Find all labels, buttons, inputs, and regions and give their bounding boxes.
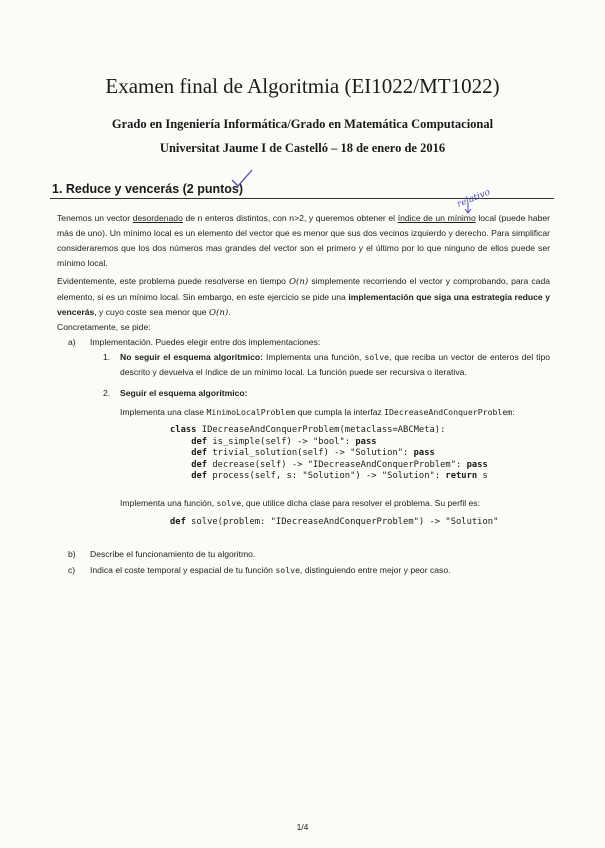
option-2-text: Seguir el esquema algorítmico: (120, 388, 248, 398)
interface-code-block: class IDecreaseAndConquerProblem(metaclass=ABCMeta): def is_simple(self) -> "bool": pass def trivial_solution(self) -> "Solution": pass def decrease(self) -> "IDecreaseAndConquerProblem": pass def process(self, s: "Solution") -> "Solution": return s (170, 425, 488, 481)
intro-paragraph-2: Evidentemente, este problema puede resolverse en tiempo O(n) simplemente recorriendo el vector y comprobando, para cada elemento, si es un mínimo local. Sin embargo, en este ejercicio se pide una implementación que siga una estrategia reduce y vencerás, y cuyo coste sea menor que O(n). (57, 276, 551, 318)
page-number: 1/4 (296, 822, 309, 832)
option-1-text: No seguir el esquema algorítmico: Implementa una función, solve, que reciba un vector de enteros del tipo descrito y devuelva el índice de un mínimo local. La función puede ser recursiva o iterativa. (120, 352, 550, 377)
class-instruction: Implementa una clase MinimoLocalProblem que cumpla la interfaz IDecreaseAndConquerProblem: (120, 407, 515, 417)
option-1-label: 1. (103, 352, 111, 362)
function-instruction: Implementa una función, solve, que utilice dicha clase para resolver el problema. Su perfil es: (120, 498, 480, 508)
intro-paragraph-1: Tenemos un vector desordenado de n enteros distintos, con n>2, y queremos obtener el índice de un mínimo local (puede haber más de uno). Un mínimo local es un elemento del vector que es menor que sus dos vecinos izquierdo y derecho. Para simplificar consideraremos que los dos números mas grandes del vector son el primero y el último por lo que ninguno de ellos puede ser mínimo local. (57, 213, 550, 268)
item-c-text: Indica el coste temporal y espacial de tu función solve, distinguiendo entre mejor y peor caso. (90, 565, 451, 575)
degrees-line: Grado en Ingeniería Informática/Grado en Matemática Computacional (111, 117, 494, 131)
section-heading: 1. Reduce y vencerás (2 puntos) (52, 182, 244, 196)
item-b-text: Describe el funcionamiento de tu algoritmo. (90, 549, 256, 559)
exam-title: Examen final de Algoritmia (EI1022/MT1022) (105, 74, 500, 98)
item-b-label: b) (68, 549, 76, 559)
option-2-label: 2. (103, 388, 111, 398)
item-a-label: a) (68, 337, 76, 347)
item-a-text: Implementación. Puedes elegir entre dos implementaciones: (90, 337, 321, 347)
item-c-label: c) (68, 565, 76, 575)
intro-paragraph-3: Concretamente, se pide: (57, 322, 151, 332)
handwritten-note: relativo (455, 187, 492, 210)
institution-date-line: Universitat Jaume I de Castelló – 18 de enero de 2016 (159, 141, 446, 155)
solve-signature-code: def solve(problem: "IDecreaseAndConquerProblem") -> "Solution" (170, 517, 499, 527)
check-mark-icon (232, 170, 252, 186)
